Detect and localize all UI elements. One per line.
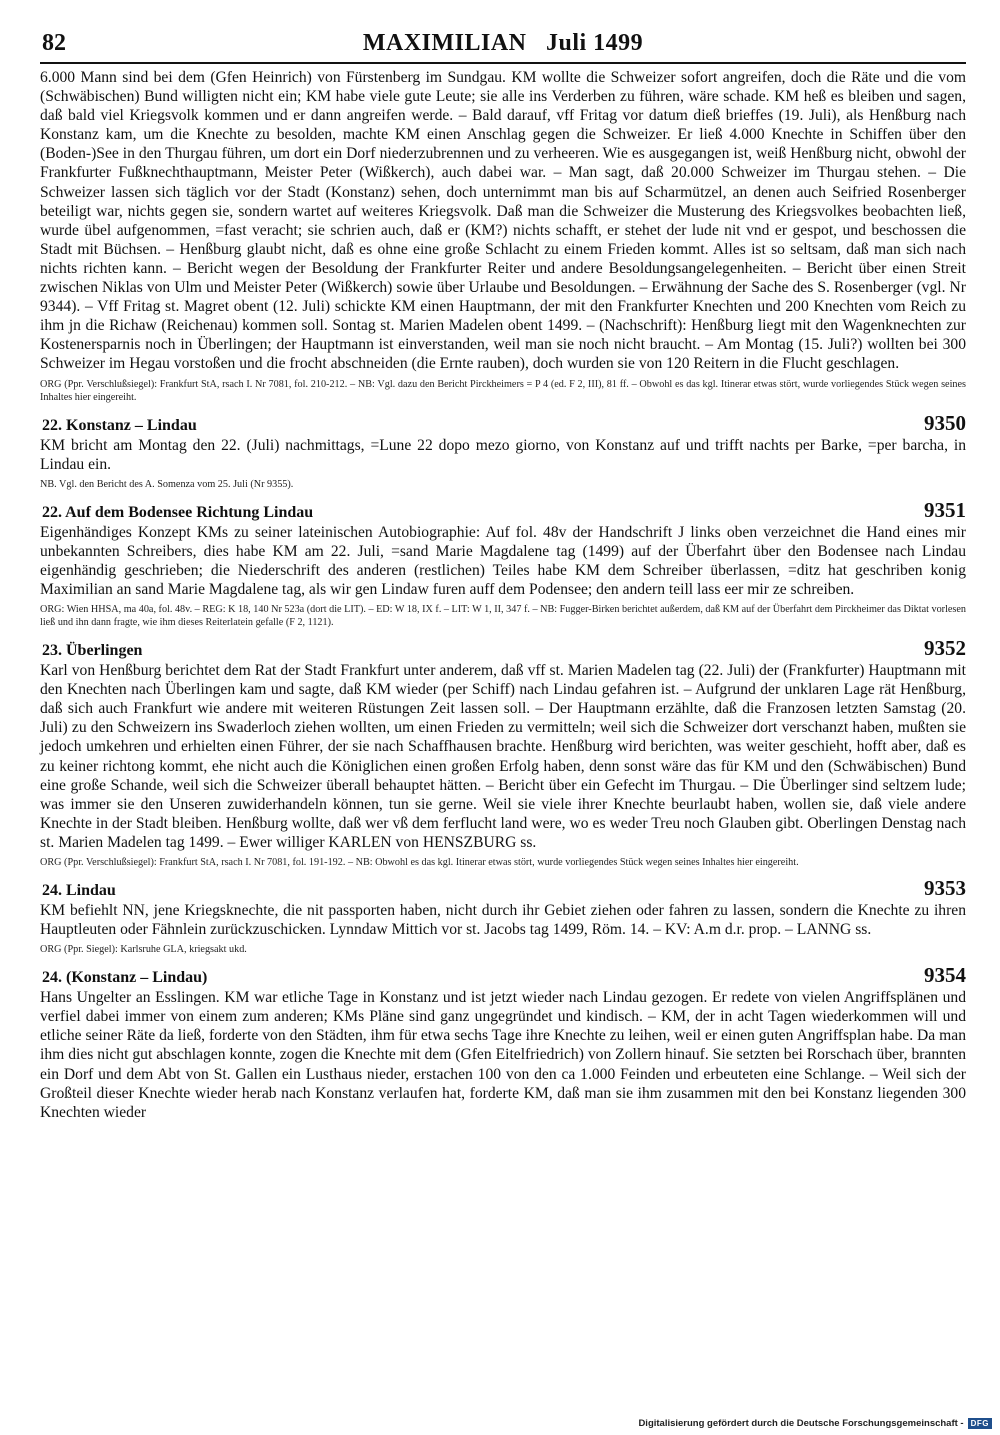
entry-header	[40, 963, 966, 988]
entry-9354	[40, 963, 966, 1122]
entry-header	[40, 876, 966, 901]
entry-9351	[40, 497, 966, 629]
footer-credit	[638, 1418, 992, 1429]
entry-number: 9352	[924, 636, 966, 661]
entry-heading: 23. Überlingen	[42, 642, 143, 660]
entry-heading: 24. Lindau	[42, 882, 116, 899]
entry-heading: 22. Auf dem Bodensee Richtung Lindau	[42, 503, 314, 521]
entry-number: 9350	[924, 410, 966, 435]
entry-9353	[40, 876, 966, 956]
entry-text: KM befiehlt NN, jene Kriegsknechte, die nit passporten haben, nicht durch ihr Gebiet ziehen oder fahren zu lassen, sondern die Knechte zu ihren Hauptleuten oder Fähnlein zurückzuschicken. Lynndaw Mittich vor st. Jacobs tag 1499, Röm. 14. – KV: A.m d.r. prop. – LANNG ss.	[40, 902, 966, 939]
entry-number: 9354	[924, 963, 966, 988]
entry-header	[40, 636, 966, 661]
document-page	[40, 30, 966, 1122]
intro-block	[40, 68, 966, 404]
dfg-logo: DFG	[968, 1418, 992, 1429]
entry-note: ORG: Wien HHSA, ma 40a, fol. 48v. – REG: K 18, 140 Nr 523a (dort die LIT). – ED: W 18, IX f. – LIT: W 1, II, 347 f. – NB: Fugger-Birken berichtet außerdem, daß KM auf der Überfahrt dem Pirckheimer das Diktat vorlesen ließ und ihn dann fragte, wie ihm dieses Reiterlatein gefalle (F 2, 1121).	[40, 604, 966, 629]
intro-note: ORG (Ppr. Verschlußsiegel): Frankfurt StA, rsach I. Nr 7081, fol. 210-212. – NB: Vgl. dazu den Bericht Pirckheimers = P 4 (ed. F 2, III), 81 ff. – Obwohl es das kgl. Itinerar etwas stört, wurde vorliegendes Stück wegen seines Inhaltes hier eingereiht.	[40, 378, 966, 403]
intro-text: 6.000 Mann sind bei dem (Gfen Heinrich) von Fürstenberg im Sundgau. KM wollte die Schweizer sofort angreifen, doch die Räte und die vom (Schwäbischen) Bund willigten nicht ein; KM habe viele gute Leute; sie alle ins Verderben zu führen, wäre schade. KM heß es bleiben und sagen, daß bald viel Kriegsvolk kommen und er dann angreifen werde. – Bald darauf, vff Fritag vor datum dieß brieffes (19. Juli), als Henßburg nach Konstanz kam, um die Knechte zu besolden, machte KM einen Anschlag gegen die Schweizer. Er ließ 4.000 Knechte in Schiffen über den (Boden-)See in den Thurgau führen, um dort ein Dorf niederzubrennen und zu verheeren. Wie es ausgegangen ist, weiß Henßburg nicht, obwohl der Frankfurter Fußknechthauptmann, Meister Peter (Wißkerch), auch dabei war. – Man sagt, daß 20.000 Schweizer im Thurgau stehen. – Die Schweizer lassen sich täglich vor der Stadt (Konstanz) sehen, doch unternimmt man bis auf Scharmützel, an denen auch Seifried Rosenberger beteiligt war, nichts gegen sie, sondern wartet auf weiteres Kriegsvolk. Daß man die Schweizer die Musterung des Kriegsvolkes beobachten ließ, wurde übel aufgenommen, =fast veracht; sie schrien auch, daß er (KM?) nichts schafft, er stehet der lude nit vnd er gespot, und beschossen die Stadt mit Büchsen. – Henßburg glaubt nicht, daß es ohne eine große Schlacht zu einem Frieden kommt. Alles ist so seltsam, daß man sich nach nichts richten kann. – Bericht wegen der Besoldung der Frankfurter Reiter und andere Besoldungsangelegenheiten. – Bericht über einen Streit zwischen Niklas von Ulm und Meister Peter (Wißkerch) sowie über Urlaube und Besoldungen. – Erwähnung der Sache des S. Rosenberger (vgl. Nr 9344). – Vff Fritag st. Magret obent (12. Juli) schickte KM einen Hauptmann, der mit den Frankfurter Knechten und 200 Knechten vom Reich zu ihm jn die Richaw (Reichenau) kommen soll. Sontag st. Marien Madelen obent 1499. – (Nachschrift): Henßburg liegt mit den Wagenknechten zur Kostenersparnis noch in Überlingen; der Hauptmann ist einverstanden, weil man sie noch nicht braucht. – Am Montag (15. Juli?) wollten bei 300 Schweizer im Hegau vorstoßen und die frocht abschneiden (die Ernte rauben), doch wurden sie von 120 Reitern in die Flucht geschlagen.	[40, 69, 966, 373]
entry-text: KM bricht am Montag den 22. (Juli) nachmittags, =Lune 22 dopo mezo giorno, von Konstanz auf und trifft nachts per Barke, =per barcha, in Lindau ein.	[40, 436, 966, 473]
entry-header	[40, 410, 966, 436]
entry-9350	[40, 410, 966, 491]
entry-number: 9353	[924, 876, 966, 900]
page-number: 82	[42, 30, 66, 56]
entry-note: ORG (Ppr. Siegel): Karlsruhe GLA, kriegsakt ukd.	[40, 944, 247, 956]
entry-note: NB. Vgl. den Bericht des A. Somenza vom 25. Juli (Nr 9355).	[40, 478, 294, 490]
running-title: MAXIMILIAN Juli 1499	[362, 30, 644, 56]
entry-heading: 22. Konstanz – Lindau	[42, 416, 197, 434]
page-header	[40, 30, 966, 64]
entry-number: 9351	[924, 497, 966, 522]
entry-header	[40, 497, 966, 523]
entry-text: Karl von Henßburg berichtet dem Rat der Stadt Frankfurt unter anderem, daß vff st. Marien Madelen tag (22. Juli) der (Frankfurter) Hauptmann mit den Knechten nach Überlingen kam und sagte, daß KM wieder (per Schiff) nach Lindau gefahren ist. – Aufgrund der unklaren Lage rät Henßburg, daß sich auch Frankfurt wie andere mit weiteren Rüstungen Zeit lassen soll. – Der Hauptmann erzählte, daß die Franzosen letzten Samstag (20. Juli) zu den Schweizern ins Swaderloch ziehen wollten, um einen Frieden zu vermitteln; weil sich die Schweizer dort verschanzt haben, mußten sie jedoch umkehren und erhielten einen Führer, der sie nach Schaffhausen brachte. Henßburg wird berichten, was weiter geschieht, hofft aber, daß es zu keiner richtong kommt, ehe nicht auch die Königlichen einen großen Erfolg haben, denn sonst wäre das für KM und den (Schwäbischen) Bund eine große Schande, weil sich die Schweizer überall behauptet hätten. – Bericht über ein Gefecht im Thurgau. – Die Überlinger sind seltzem lude; was immer sie den Unseren zuwiderhandeln können, tun sie gerne. Weil sie viele ihrer Knechte beurlaubt haben, wollen sie, daß viele andere Knechte in der Stadt bleiben. Henßburg wollte, daß wer vß dem ferflucht land were, wo es weder Treu noch Glauben gibt. Oberlingen Denstag nach st. Marien Madelen tag 1499. – Ewer williger KARLEN von HENSZBURG ss.	[40, 662, 966, 851]
entry-note: ORG (Ppr. Verschlußsiegel): Frankfurt StA, rsach I. Nr 7081, fol. 191-192. – NB: Obwohl es das kgl. Itinerar etwas stört, wurde vorliegendes Stück wegen seines Inhaltes hier eingereiht.	[40, 857, 799, 868]
entry-9352	[40, 636, 966, 869]
entry-text: Hans Ungelter an Esslingen. KM war etliche Tage in Konstanz und ist jetzt wieder nach Lindau gezogen. Er redete von vielen Angriffsplänen und verfiel dabei immer von einem zum anderen; KMs Pläne sind ganz ungegründet und kindisch. – KM, der in acht Tagen wiederkommen will und etliche seiner Räte da ließ, forderte von den Städten, ihm für etwa sechs Tage ihre Knechte zu leihen, weil er einen guten Angriffsplan habe. Da man ihm dies nicht gut abschlagen konnte, zogen die Knechte mit dem (Gfen Eitelfriedrich) von Zollern hinauf. Sie setzten bei Rorschach über, brannten ein Dorf und dem Abt von St. Gallen ein Lusthaus nieder, erstachen 100 von den ca 1.000 Feinden und erbeuteten eine Schlange. – Weil sich der Großteil dieser Knechte wieder herab nach Konstanz verlaufen hat, forderte KM, daß man sie ihm zusammen mit den bei Konstanz liegenden 300 Knechten wieder	[40, 989, 966, 1121]
entry-text: Eigenhändiges Konzept KMs zu seiner lateinischen Autobiographie: Auf fol. 48v der Handschrift J links oben verzeichnet die Hand eines mir unbekannten Schreibers, dies habe KM am 22. Juli, =sand Marie Magdalene tag (1499) auf der Überfahrt über den Bodensee nach Lindau eigenhändig geschrieben; die Niederschrift des anderen (restlichen) Teiles habe KM dem Schreiber überlassen, =ditz hat geschriben konig Maximilian an sand Marie Magdalene tag, als wir gen Lindaw furen auff dem Podensee; den andern teill lass eer mir ze schreiben.	[40, 523, 966, 598]
footer-text: Digitalisierung gefördert durch die Deutsche Forschungsgemeinschaft -	[638, 1418, 964, 1429]
entry-heading: 24. (Konstanz – Lindau)	[42, 969, 208, 987]
